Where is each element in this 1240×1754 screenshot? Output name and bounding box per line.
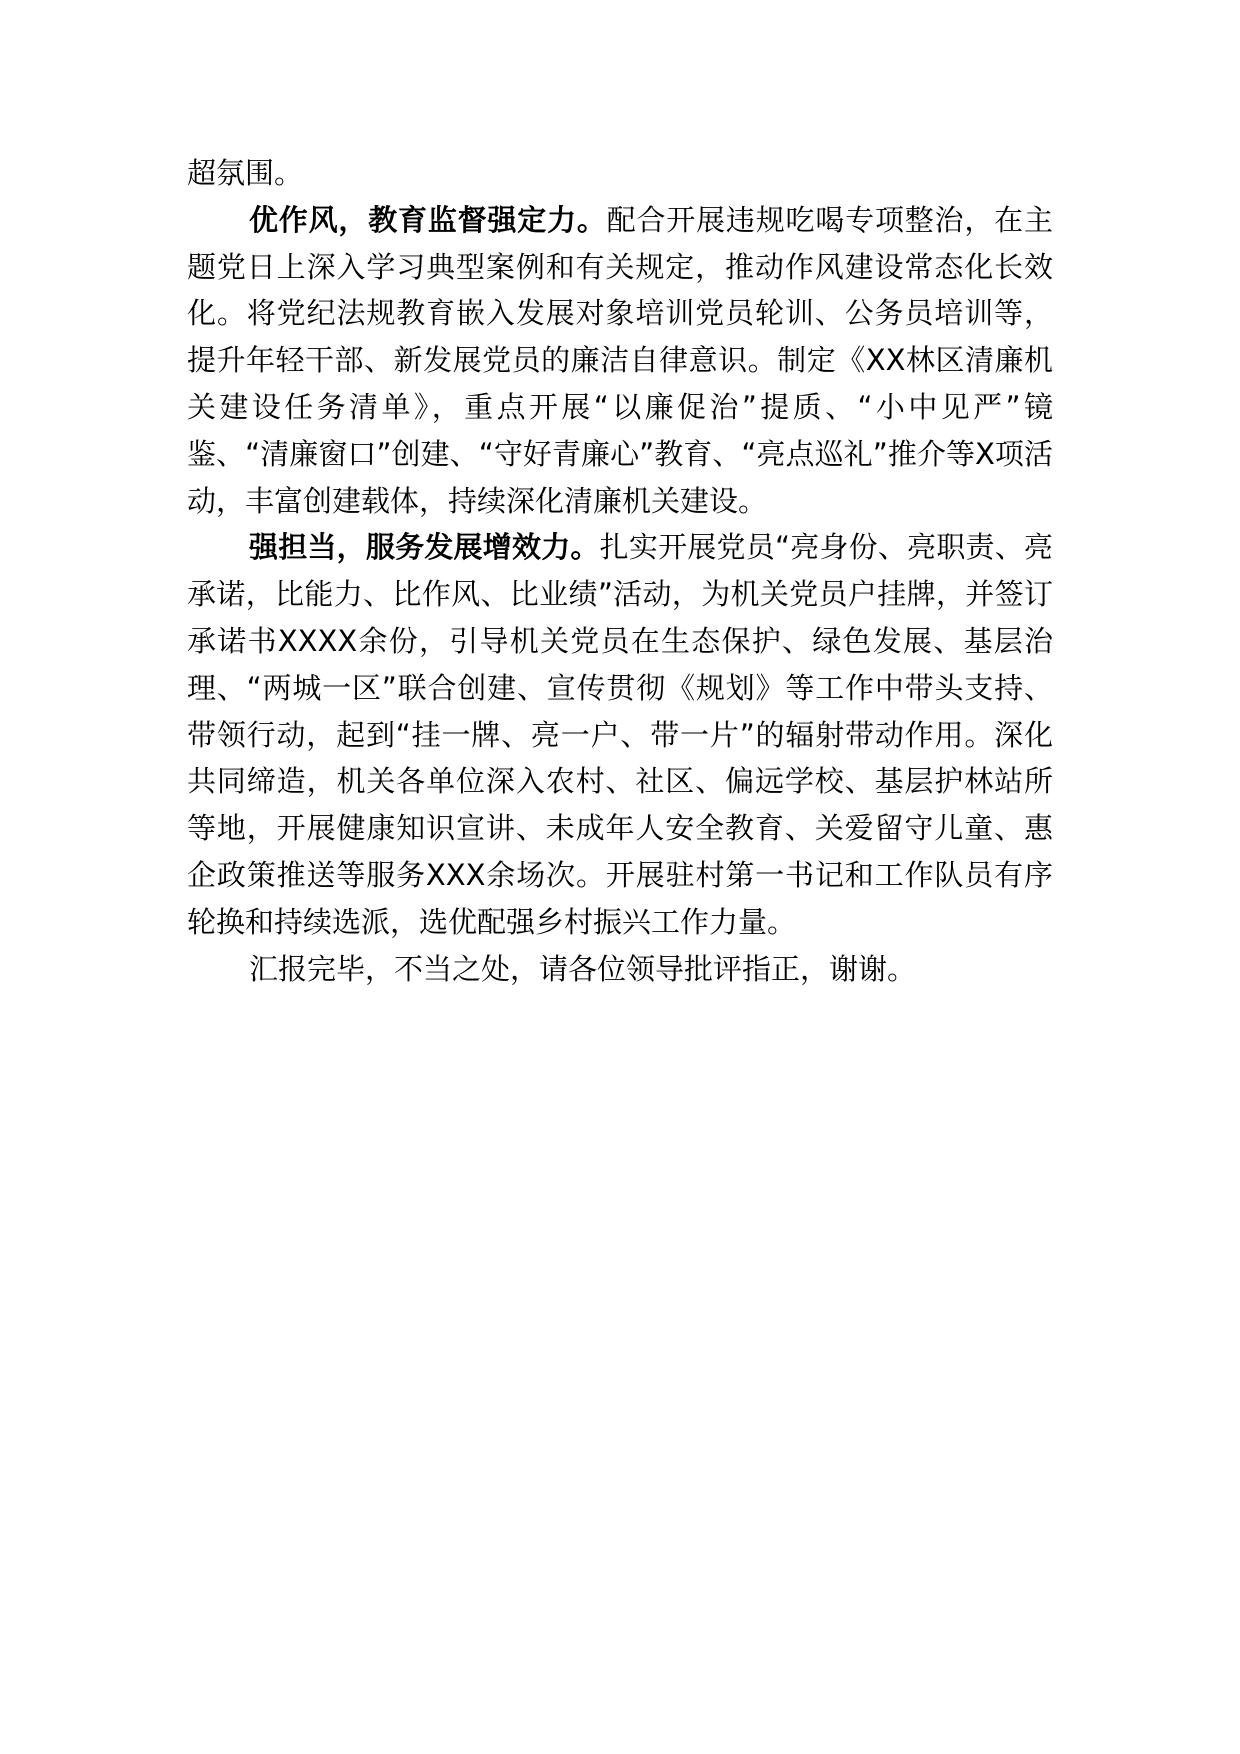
paragraph-style-improvement — [187, 197, 1053, 525]
paragraph-text: 超氛围。 — [187, 156, 304, 190]
paragraph-responsibility — [187, 524, 1053, 945]
paragraph-text: 扎实开展党员“亮身份、亮职责、亮承诺，比能力、比作风、比业绩”活动，为机关党员户挂牌，并签订承诺书XXXX余份，引导机关党员在生态保护、绿色发展、基层治理、“两城一区”联合创建、宣传贯彻《规划》等工作中带头支持、带领行动，起到“挂一牌、亮一户、带一片”的辐射带动作用。深化共同缔造，机关各单位深入农村、社区、偏远学校、基层护林站所等地，开展健康知识宣讲、未成年人安全教育、关爱留守儿童、惠企政策推送等服务XXX余场次。开展驻村第一书记和工作队员有序轮换和持续选派，选优配强乡村振兴工作力量。 — [187, 530, 1053, 939]
document-body — [187, 150, 1053, 992]
paragraph-closing — [187, 946, 1053, 993]
paragraph-lead-heading: 强担当，服务发展增效力。 — [249, 530, 600, 565]
paragraph-continuation — [187, 150, 1053, 197]
paragraph-text: 汇报完毕，不当之处，请各位领导批评指正，谢谢。 — [249, 951, 917, 986]
paragraph-lead-heading: 优作风，教育监督强定力。 — [249, 202, 607, 237]
paragraph-text: 配合开展违规吃喝专项整治，在主题党日上深入学习典型案例和有关规定，推动作风建设常态化长效化。将党纪法规教育嵌入发展对象培训党员轮训、公务员培训等，提升年轻干部、新发展党员的廉洁自律意识。制定《XX林区清廉机关建设任务清单》，重点开展“以廉促治”提质、“小中见严”镜鉴、“清廉窗口”创建、“守好青廉心”教育、“亮点巡礼”推介等X项活动，丰富创建载体，持续深化清廉机关建设。 — [187, 202, 1053, 518]
